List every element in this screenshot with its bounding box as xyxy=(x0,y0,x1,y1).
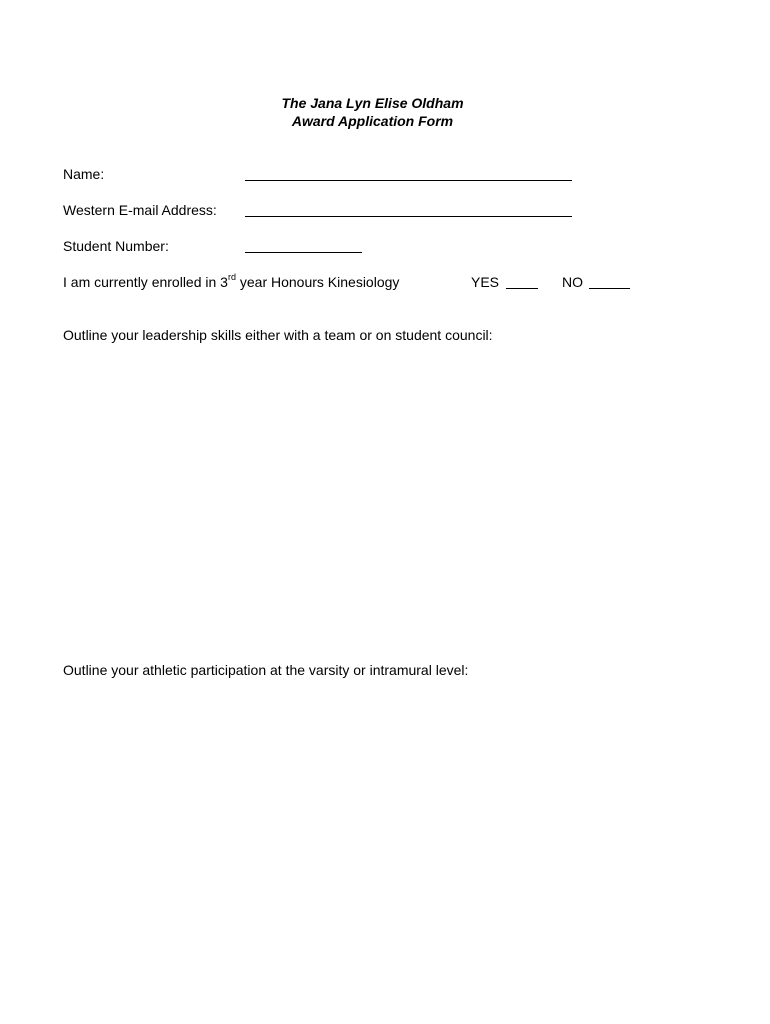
student-number-label: Student Number: xyxy=(63,238,169,254)
no-field[interactable] xyxy=(589,288,630,289)
leadership-answer-area[interactable] xyxy=(63,350,703,650)
name-field[interactable] xyxy=(245,180,572,181)
enrollment-prefix: I am currently enrolled in 3 xyxy=(63,274,228,290)
yes-field[interactable] xyxy=(506,288,538,289)
enrollment-statement xyxy=(63,273,399,291)
form-title-line-2: Award Application Form xyxy=(291,113,454,129)
name-label: Name: xyxy=(63,166,105,182)
email-field[interactable] xyxy=(245,216,572,217)
no-label: NO xyxy=(562,274,583,290)
athletic-answer-area[interactable] xyxy=(63,685,703,985)
leadership-question: Outline your leadership skills either with a team or on student council: xyxy=(63,327,493,343)
student-number-field[interactable] xyxy=(245,252,362,253)
enrollment-superscript: rd xyxy=(227,272,236,283)
form-title-line-1: The Jana Lyn Elise Oldham xyxy=(281,95,464,111)
enrollment-suffix: year Honours Kinesiology xyxy=(235,274,400,290)
athletic-question: Outline your athletic participation at the varsity or intramural level: xyxy=(63,662,469,678)
email-label: Western E-mail Address: xyxy=(63,202,217,218)
yes-label: YES xyxy=(471,274,500,290)
